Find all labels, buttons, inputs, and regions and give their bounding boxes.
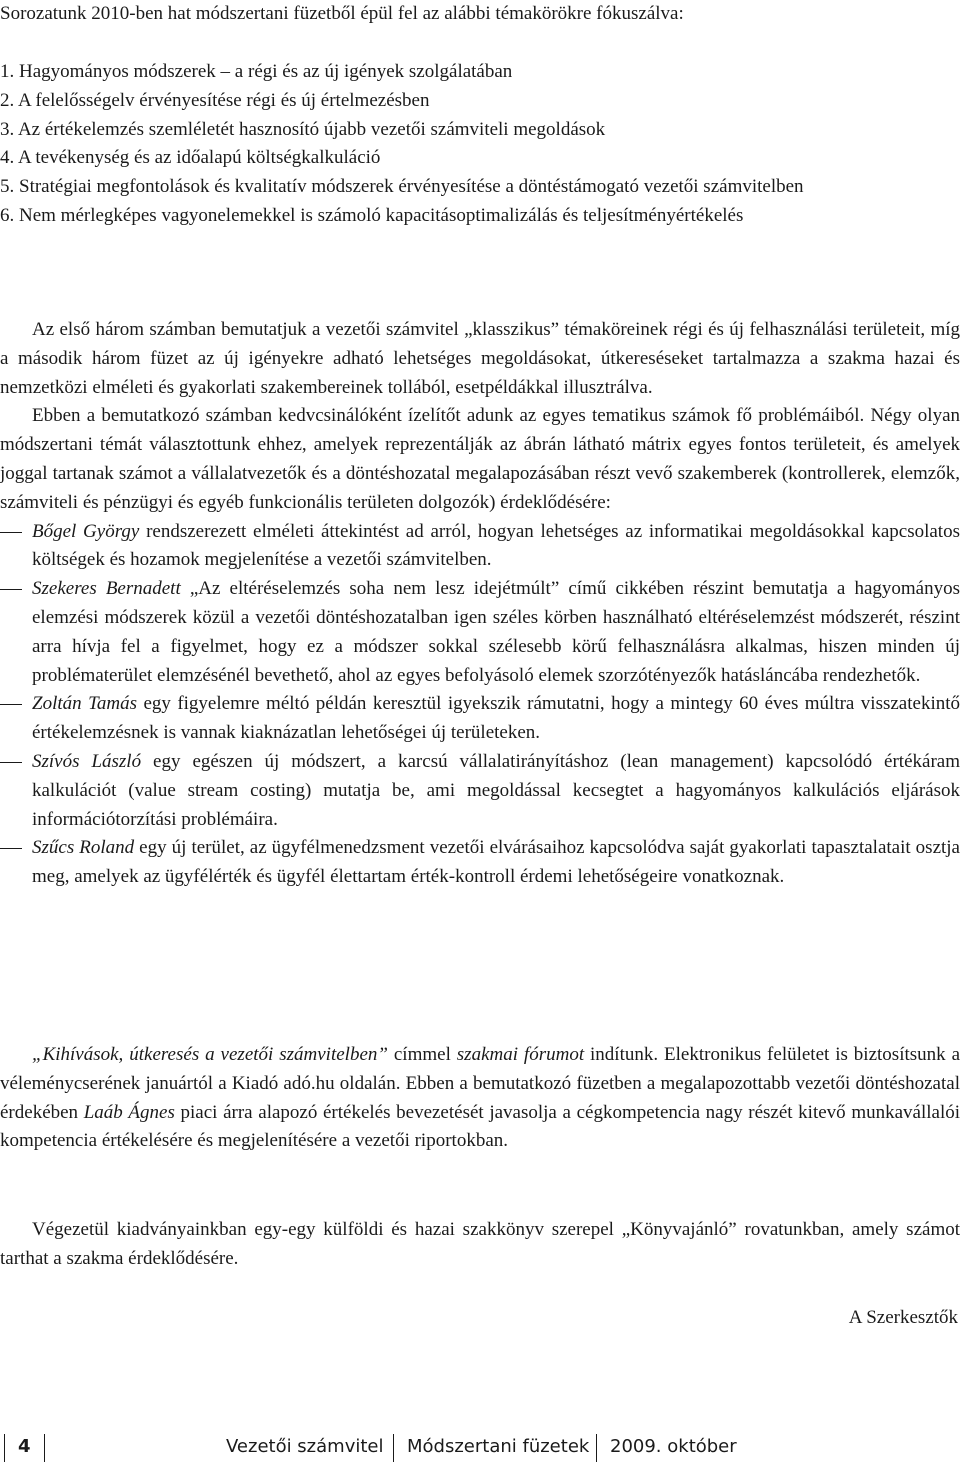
author-name: Bőgel György <box>32 520 140 542</box>
footer-divider <box>44 1434 45 1462</box>
topic-text: Nem mérlegképes vagyonelemekkel is számoló kapacitásoptimalizálás és teljesítményértékelés <box>19 204 744 226</box>
topic-text: A tevékenység és az időalapú költségkalkuláció <box>17 147 381 169</box>
topic-item <box>0 202 960 231</box>
author-name: Szívós László <box>32 750 142 772</box>
main-body <box>0 316 960 892</box>
topic-number: 3. <box>0 118 15 140</box>
forum-text: címmel <box>387 1044 457 1065</box>
topic-item <box>0 116 960 145</box>
dash-bullet <box>0 762 22 763</box>
article-item-bogel <box>0 518 960 576</box>
author-name: Szekeres Bernadett <box>32 578 181 600</box>
topic-list <box>0 58 960 231</box>
article-item-szivos <box>0 748 960 834</box>
topic-number: 6. <box>0 204 15 226</box>
topic-text: Az értékelemzés szemléletét hasznosító újabb vezetői számviteli megoldások <box>17 118 606 140</box>
footer-divider <box>596 1434 597 1462</box>
footer-series: Módszertani füzetek <box>407 1436 590 1457</box>
topic-number: 5. <box>0 176 15 198</box>
dash-bullet <box>0 532 22 533</box>
topic-number: 1. <box>0 61 15 82</box>
topic-item <box>0 87 960 116</box>
article-summary: rendszerezett elméleti áttekintést ad arról, hogyan lehetséges az informatikai megoldásokkal kapcsolatos költségek és hozamok megjelenítése a vezetői számvitelben. <box>32 520 960 571</box>
article-summary: egy egészen új módszert, a karcsú vállalatirányításhoz (lean management) kapcsolódó értékáram kalkulációt (value stream costing) mutatja be, ami megoldással kecsegtet a hagyományos kalkulációs eljárások információtorzítási problémáira. <box>32 750 960 830</box>
forum-text: indítunk. Elektronikus felületet is biztosítsunk a véleménycserének januártól a Kiadó adó.hu oldalán. Ebben a bemutatkozó füzetben a megalapozottabb vezetői döntéshozatal érdekében <box>0 1044 960 1123</box>
article-item-szekeres <box>0 575 960 690</box>
author-name: Szűcs Roland <box>32 837 135 859</box>
forum-word: szakmai fórumot <box>456 1044 585 1065</box>
topic-number: 4. <box>0 147 15 169</box>
article-item-szucs <box>0 834 960 892</box>
article-item-zoltan <box>0 690 960 748</box>
footer-date: 2009. október <box>610 1436 737 1457</box>
topic-text: A felelősségelv érvényesítése régi és új értelmezésben <box>17 89 430 111</box>
forum-title: „Kihívások, útkeresés a vezetői számvitelben” <box>32 1044 388 1065</box>
body-paragraph-1: Az első három számban bemutatjuk a vezetői számvitel „klasszikus” témaköreinek régi és új felhasználási területeit, míg a második három füzet az új igényekre adható lehetséges megoldásokat, útkereséseket tartalmazza a szakma hazai és nemzetközi elméleti és gyakorlati szakembereinek tollából, esetpéldákkal illusztrálva. <box>0 319 960 398</box>
topic-item <box>0 173 960 202</box>
footer-divider <box>393 1434 394 1462</box>
author-name: Laáb Ágnes <box>83 1101 175 1123</box>
dash-bullet <box>0 704 22 705</box>
footer-divider <box>4 1434 5 1462</box>
footer-journal: Vezetői számvitel <box>226 1436 384 1457</box>
dash-bullet <box>0 589 22 590</box>
topic-item <box>0 58 960 87</box>
article-summary: egy új terület, az ügyfélmenedzsment vezetői elvárásaihoz kapcsolódva saját gyakorlati tapasztalatait osztja meg, amelyek az ügyfélérték és ügyfél élettartam érték-kontroll érdemi lehetőségeire vonatkoznak. <box>32 837 960 888</box>
topic-item <box>0 144 960 173</box>
page-number: 4 <box>18 1436 31 1457</box>
author-name: Zoltán Tamás <box>32 693 138 715</box>
article-summary: egy figyelemre méltó példán keresztül igyekszik rámutatni, hogy a mintegy 60 éves múltra visszatekintő értékelemzésnek is vannak kiaknázatlan lehetőségei új területeken. <box>32 693 960 744</box>
topic-number: 2. <box>0 89 15 111</box>
intro-sentence: Sorozatunk 2010-ben hat módszertani füzetből épül fel az alábbi témakörökre fókuszálva: <box>0 3 684 24</box>
body-paragraph-2: Ebben a bemutatkozó számban kedvcsinálóként ízelítőt adunk az egyes tematikus számok fő problémáiból. Négy olyan módszertani témát választottunk ehhez, amelyek reprezentálják az ábrán látható mátrix egyes fontos területeit, és amelyek joggal tartanak számot a vállalatvezetők és a döntéshozatal megalapozásában részt vevő szakemberek (kontrollerek, elemzők, számviteli és pénzügyi és egyéb funkcionális területen dolgozók) érdeklődésére: <box>0 405 960 513</box>
topic-text: Stratégiai megfontolások és kvalitatív módszerek érvényesítése a döntéstámogató vezetői számvitelben <box>19 176 804 198</box>
topic-text: Hagyományos módszerek – a régi és az új igények szolgálatában <box>19 61 513 82</box>
dash-bullet <box>0 848 22 849</box>
final-paragraph: Végezetül kiadványainkban egy-egy külföldi és hazai szakkönyv szerepel „Könyvajánló” rovatunkban, amely számot tarthat a szakma érdeklődésére. <box>0 1219 960 1269</box>
forum-paragraph <box>0 1041 960 1156</box>
article-summary: „Az eltéréselemzés soha nem lesz idejétmúlt” című cikkében részint bemutatja a hagyományos elemzési módszerek közül a vezetői döntéshozatalban igen széles körben használható eltéréselemzést módszerét, részint arra hívja fel a figyelmet, hogy ez a módszer sokkal szélesebb körű felhasználásra alkalmas, hiszen minden új problématerület elemzésénél bevethető, ahol az egyes befolyásoló elemek szorzótényezők hatásláncába rendezhetők. <box>32 578 960 686</box>
forum-text: piaci árra alapozó értékelés bevezetését javasolja a cégkompetencia nagy részét kitevő munkavállalói kompetencia értékelésére és megjelenítésére a vezetői riportokban. <box>0 1101 960 1152</box>
signature: A Szerkesztők <box>848 1307 958 1328</box>
